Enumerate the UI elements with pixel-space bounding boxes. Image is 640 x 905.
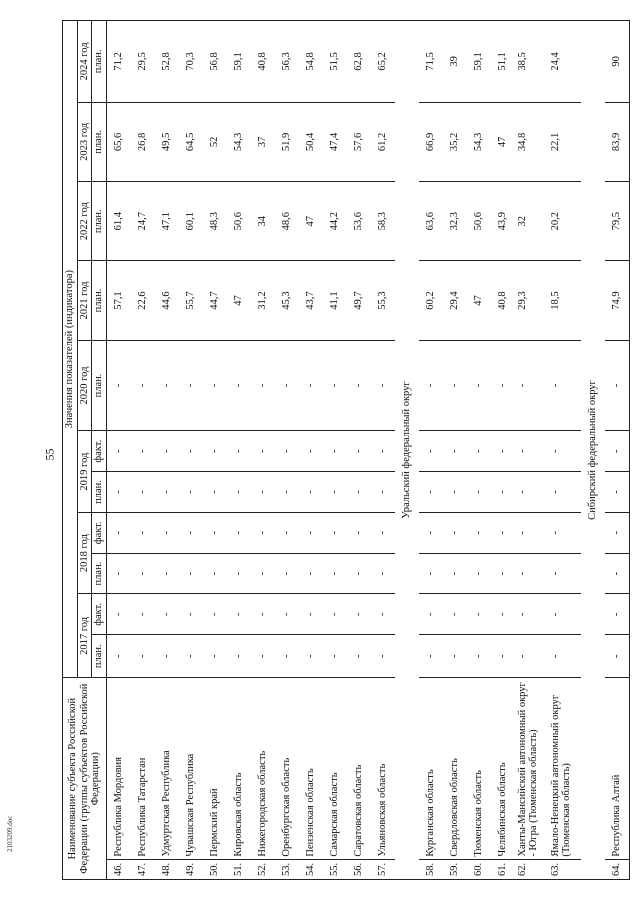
value-cell: - — [275, 553, 299, 594]
row-number: 47. — [131, 859, 155, 879]
value-cell: - — [371, 553, 395, 594]
value-cell: - — [443, 340, 467, 431]
value-cell: 74,9 — [605, 261, 630, 340]
row-number: 60. — [467, 859, 491, 879]
table-row — [467, 21, 491, 880]
value-cell: - — [131, 553, 155, 594]
value-cell: 32 — [515, 182, 548, 261]
value-cell: - — [179, 512, 203, 553]
value-cell: 79,5 — [605, 182, 630, 261]
value-cell: 47,4 — [323, 102, 347, 181]
value-cell: - — [203, 340, 227, 431]
table-row — [548, 21, 581, 880]
region-name: Ханты-Мансийский автономный округ - Югра (Тюменская область) — [515, 678, 548, 859]
value-cell: 40,8 — [251, 21, 275, 103]
value-cell: - — [179, 340, 203, 431]
value-cell: 32,3 — [443, 182, 467, 261]
value-cell: 49,7 — [347, 261, 371, 340]
value-cell: 50,4 — [299, 102, 323, 181]
value-cell: - — [419, 431, 443, 472]
table-row — [131, 21, 155, 880]
value-cell: - — [203, 512, 227, 553]
value-cell: 29,3 — [515, 261, 548, 340]
value-cell: 55,7 — [179, 261, 203, 340]
value-cell: 65,6 — [106, 102, 131, 181]
value-cell: - — [299, 512, 323, 553]
row-number: 64. — [605, 859, 630, 879]
value-cell: - — [491, 635, 515, 678]
value-cell: 57,1 — [106, 261, 131, 340]
header-plan: план. — [92, 635, 107, 678]
value-cell: - — [548, 472, 581, 513]
header-year-2021: 2021 год — [77, 261, 92, 340]
region-name: Чувашская Республика — [179, 678, 203, 859]
value-cell: - — [467, 553, 491, 594]
value-cell: - — [179, 472, 203, 513]
table-row — [203, 21, 227, 880]
value-cell: - — [155, 512, 179, 553]
value-cell: 47 — [467, 261, 491, 340]
value-cell: - — [131, 472, 155, 513]
region-name: Тюменская область — [467, 678, 491, 859]
value-cell: 22,1 — [548, 102, 581, 181]
value-cell: - — [299, 594, 323, 635]
value-cell: - — [227, 431, 251, 472]
value-cell: - — [605, 635, 630, 678]
row-number: 61. — [491, 859, 515, 879]
value-cell: - — [605, 431, 630, 472]
value-cell: 71,5 — [419, 21, 443, 103]
value-cell: - — [203, 635, 227, 678]
value-cell: - — [515, 594, 548, 635]
header-fact: факт. — [92, 512, 107, 553]
value-cell: - — [106, 512, 131, 553]
value-cell: - — [467, 512, 491, 553]
header-plan: план. — [92, 182, 107, 261]
value-cell: 44,2 — [323, 182, 347, 261]
value-cell: 61,2 — [371, 102, 395, 181]
region-name: Кировская область — [227, 678, 251, 859]
table-row — [299, 21, 323, 880]
value-cell: - — [548, 635, 581, 678]
value-cell: 20,2 — [548, 182, 581, 261]
value-cell: 24,4 — [548, 21, 581, 103]
value-cell: - — [491, 431, 515, 472]
region-name: Оренбургская область — [275, 678, 299, 859]
value-cell: - — [548, 553, 581, 594]
value-cell: 54,3 — [467, 102, 491, 181]
value-cell: - — [467, 594, 491, 635]
region-name: Курганская область — [419, 678, 443, 859]
region-name: Республика Татарстан — [131, 678, 155, 859]
value-cell: - — [275, 512, 299, 553]
value-cell: 56,8 — [203, 21, 227, 103]
value-cell: - — [323, 472, 347, 513]
value-cell: 22,6 — [131, 261, 155, 340]
value-cell: - — [323, 431, 347, 472]
value-cell: - — [323, 340, 347, 431]
table-body — [106, 21, 629, 880]
value-cell: - — [275, 340, 299, 431]
value-cell: - — [131, 340, 155, 431]
value-cell: 45,3 — [275, 261, 299, 340]
value-cell: - — [155, 431, 179, 472]
value-cell: - — [419, 594, 443, 635]
value-cell: - — [419, 340, 443, 431]
value-cell: - — [106, 472, 131, 513]
header-year-2024: 2024 год — [77, 21, 92, 103]
value-cell: 35,2 — [443, 102, 467, 181]
value-cell: 43,7 — [299, 261, 323, 340]
table-row — [275, 21, 299, 880]
region-name: Ульяновская область — [371, 678, 395, 859]
value-cell: - — [299, 553, 323, 594]
value-cell: - — [227, 594, 251, 635]
value-cell: - — [443, 431, 467, 472]
value-cell: - — [203, 553, 227, 594]
table-row — [179, 21, 203, 880]
value-cell: - — [106, 553, 131, 594]
value-cell: 61,4 — [106, 182, 131, 261]
region-name: Челябинская область — [491, 678, 515, 859]
value-cell: - — [419, 512, 443, 553]
region-name: Удмуртская Республика — [155, 678, 179, 859]
value-cell: - — [251, 340, 275, 431]
header-name-col: Наименование субъекта Российской Федерации (группы субъектов Российской Федерации) — [63, 678, 107, 880]
header-plan: план. — [92, 21, 107, 103]
value-cell: - — [323, 512, 347, 553]
table-row — [227, 21, 251, 880]
row-number: 58. — [419, 859, 443, 879]
value-cell: - — [323, 553, 347, 594]
value-cell: 44,7 — [203, 261, 227, 340]
value-cell: - — [106, 594, 131, 635]
section-title: Уральский федеральный округ — [395, 21, 419, 880]
value-cell: - — [131, 635, 155, 678]
value-cell: 44,6 — [155, 261, 179, 340]
value-cell: - — [605, 553, 630, 594]
value-cell: - — [227, 512, 251, 553]
row-number: 51. — [227, 859, 251, 879]
value-cell: - — [605, 340, 630, 431]
value-cell: 51,1 — [491, 21, 515, 103]
row-number: 63. — [548, 859, 581, 879]
value-cell: 52 — [203, 102, 227, 181]
value-cell: - — [347, 431, 371, 472]
value-cell: - — [155, 553, 179, 594]
value-cell: 60,2 — [419, 261, 443, 340]
region-name: Ямало-Ненецкий автономный округ (Тюменская область) — [548, 678, 581, 859]
value-cell: 40,8 — [491, 261, 515, 340]
value-cell: - — [467, 431, 491, 472]
value-cell: - — [275, 594, 299, 635]
value-cell: - — [491, 512, 515, 553]
header-plan: план. — [92, 553, 107, 594]
header-fact: факт. — [92, 594, 107, 635]
header-year-2022: 2022 год — [77, 182, 92, 261]
value-cell: - — [155, 472, 179, 513]
value-cell: - — [347, 594, 371, 635]
value-cell: - — [515, 635, 548, 678]
value-cell: - — [491, 553, 515, 594]
value-cell: 47 — [227, 261, 251, 340]
header-plan: план. — [92, 472, 107, 513]
value-cell: - — [106, 431, 131, 472]
value-cell: 47,1 — [155, 182, 179, 261]
value-cell: - — [275, 635, 299, 678]
value-cell: 55,3 — [371, 261, 395, 340]
value-cell: 52,8 — [155, 21, 179, 103]
value-cell: - — [605, 594, 630, 635]
value-cell: - — [515, 431, 548, 472]
document-id: 2103209.doc — [6, 815, 14, 852]
value-cell: - — [203, 472, 227, 513]
row-number: 52. — [251, 859, 275, 879]
value-cell: - — [515, 472, 548, 513]
value-cell: - — [443, 472, 467, 513]
value-cell: - — [419, 472, 443, 513]
value-cell: - — [467, 472, 491, 513]
value-cell: 34 — [251, 182, 275, 261]
region-name: Пензенская область — [299, 678, 323, 859]
value-cell: - — [203, 431, 227, 472]
value-cell: - — [443, 635, 467, 678]
value-cell: - — [227, 635, 251, 678]
value-cell: 59,1 — [227, 21, 251, 103]
table-row — [491, 21, 515, 880]
value-cell: 54,8 — [299, 21, 323, 103]
value-cell: - — [299, 635, 323, 678]
value-cell: - — [155, 340, 179, 431]
value-cell: 58,3 — [371, 182, 395, 261]
page-number: 55 — [42, 448, 57, 461]
value-cell: - — [467, 340, 491, 431]
section-siberia — [581, 21, 605, 880]
value-cell: 62,8 — [347, 21, 371, 103]
value-cell: - — [371, 340, 395, 431]
region-name: Республика Мордовия — [106, 678, 131, 859]
value-cell: - — [155, 594, 179, 635]
table-row — [155, 21, 179, 880]
value-cell: - — [443, 512, 467, 553]
value-cell: - — [275, 472, 299, 513]
value-cell: - — [347, 635, 371, 678]
value-cell: - — [179, 553, 203, 594]
header-plan: план. — [92, 261, 107, 340]
row-number: 56. — [347, 859, 371, 879]
row-number: 46. — [106, 859, 131, 879]
value-cell: - — [179, 594, 203, 635]
value-cell: - — [179, 431, 203, 472]
value-cell: - — [251, 431, 275, 472]
value-cell: 59,1 — [467, 21, 491, 103]
region-name: Республика Алтай — [605, 678, 630, 859]
header-year-2017: 2017 год — [77, 594, 92, 678]
value-cell: - — [251, 553, 275, 594]
value-cell: - — [227, 340, 251, 431]
header-group: Значения показателей (индикатора) — [63, 21, 78, 678]
value-cell: 57,6 — [347, 102, 371, 181]
value-cell: - — [299, 472, 323, 513]
value-cell: - — [605, 472, 630, 513]
table-row — [605, 21, 630, 880]
value-cell: 65,2 — [371, 21, 395, 103]
value-cell: - — [548, 431, 581, 472]
value-cell: - — [605, 512, 630, 553]
region-name: Саратовская область — [347, 678, 371, 859]
row-number: 53. — [275, 859, 299, 879]
value-cell: 56,3 — [275, 21, 299, 103]
value-cell: - — [131, 594, 155, 635]
value-cell: - — [106, 340, 131, 431]
value-cell: 26,8 — [131, 102, 155, 181]
value-cell: - — [491, 472, 515, 513]
table-row — [515, 21, 548, 880]
value-cell: 37 — [251, 102, 275, 181]
header-year-2023: 2023 год — [77, 102, 92, 181]
value-cell: 48,6 — [275, 182, 299, 261]
value-cell: - — [131, 431, 155, 472]
value-cell: 47 — [491, 102, 515, 181]
indicator-table — [62, 20, 630, 880]
value-cell: 43,9 — [491, 182, 515, 261]
region-name: Нижегородская область — [251, 678, 275, 859]
value-cell: 34,8 — [515, 102, 548, 181]
row-number: 57. — [371, 859, 395, 879]
row-number: 59. — [443, 859, 467, 879]
value-cell: 53,6 — [347, 182, 371, 261]
value-cell: - — [179, 635, 203, 678]
value-cell: - — [251, 635, 275, 678]
value-cell: 63,6 — [419, 182, 443, 261]
value-cell: 70,3 — [179, 21, 203, 103]
table-row — [323, 21, 347, 880]
region-name: Самарская область — [323, 678, 347, 859]
value-cell: - — [371, 635, 395, 678]
value-cell: 38,5 — [515, 21, 548, 103]
region-name: Пермский край — [203, 678, 227, 859]
value-cell: - — [323, 635, 347, 678]
header-fact: факт. — [92, 431, 107, 472]
header-year-2018: 2018 год — [77, 512, 92, 594]
value-cell: 66,9 — [419, 102, 443, 181]
value-cell: - — [371, 594, 395, 635]
value-cell: - — [515, 340, 548, 431]
table-row — [443, 21, 467, 880]
value-cell: - — [251, 472, 275, 513]
value-cell: - — [347, 553, 371, 594]
value-cell: - — [515, 512, 548, 553]
value-cell: 49,5 — [155, 102, 179, 181]
row-number: 49. — [179, 859, 203, 879]
value-cell: 24,7 — [131, 182, 155, 261]
value-cell: 50,6 — [467, 182, 491, 261]
value-cell: 39 — [443, 21, 467, 103]
value-cell: - — [347, 512, 371, 553]
section-title: Сибирский федеральный округ — [581, 21, 605, 880]
row-number: 48. — [155, 859, 179, 879]
value-cell: - — [251, 594, 275, 635]
value-cell: 41,1 — [323, 261, 347, 340]
value-cell: 50,6 — [227, 182, 251, 261]
row-number: 54. — [299, 859, 323, 879]
value-cell: - — [323, 594, 347, 635]
value-cell: - — [275, 431, 299, 472]
value-cell: - — [299, 431, 323, 472]
value-cell: - — [371, 512, 395, 553]
value-cell: - — [548, 512, 581, 553]
header-plan: план. — [92, 340, 107, 431]
value-cell: 48,3 — [203, 182, 227, 261]
header-year-2019: 2019 год — [77, 431, 92, 513]
value-cell: - — [491, 594, 515, 635]
value-cell: 51,9 — [275, 102, 299, 181]
value-cell: 54,3 — [227, 102, 251, 181]
value-cell: 90 — [605, 21, 630, 103]
value-cell: - — [131, 512, 155, 553]
region-name: Свердловская область — [443, 678, 467, 859]
table-row — [419, 21, 443, 880]
value-cell: 29,5 — [131, 21, 155, 103]
header-plan: план. — [92, 102, 107, 181]
table-row — [251, 21, 275, 880]
value-cell: - — [467, 635, 491, 678]
table-row — [347, 21, 371, 880]
value-cell: - — [515, 553, 548, 594]
value-cell: - — [106, 635, 131, 678]
value-cell: 47 — [299, 182, 323, 261]
value-cell: - — [347, 340, 371, 431]
value-cell: - — [419, 635, 443, 678]
value-cell: - — [443, 553, 467, 594]
value-cell: - — [155, 635, 179, 678]
value-cell: - — [203, 594, 227, 635]
row-number: 50. — [203, 859, 227, 879]
value-cell: 18,5 — [548, 261, 581, 340]
row-number: 55. — [323, 859, 347, 879]
table-row — [371, 21, 395, 880]
header-year-2020: 2020 год — [77, 340, 92, 431]
value-cell: 60,1 — [179, 182, 203, 261]
value-cell: 51,5 — [323, 21, 347, 103]
value-cell: - — [371, 472, 395, 513]
value-cell: - — [227, 472, 251, 513]
value-cell: - — [251, 512, 275, 553]
value-cell: 31,2 — [251, 261, 275, 340]
value-cell: - — [491, 340, 515, 431]
section-ural — [395, 21, 419, 880]
value-cell: - — [347, 472, 371, 513]
value-cell: 71,2 — [106, 21, 131, 103]
value-cell: - — [548, 340, 581, 431]
value-cell: - — [419, 553, 443, 594]
value-cell: - — [371, 431, 395, 472]
row-number: 62. — [515, 859, 548, 879]
value-cell: 83,9 — [605, 102, 630, 181]
value-cell: 29,4 — [443, 261, 467, 340]
value-cell: - — [299, 340, 323, 431]
table-row — [106, 21, 131, 880]
value-cell: - — [227, 553, 251, 594]
value-cell: 64,5 — [179, 102, 203, 181]
value-cell: - — [548, 594, 581, 635]
rotated-table-container — [62, 20, 632, 880]
value-cell: - — [443, 594, 467, 635]
